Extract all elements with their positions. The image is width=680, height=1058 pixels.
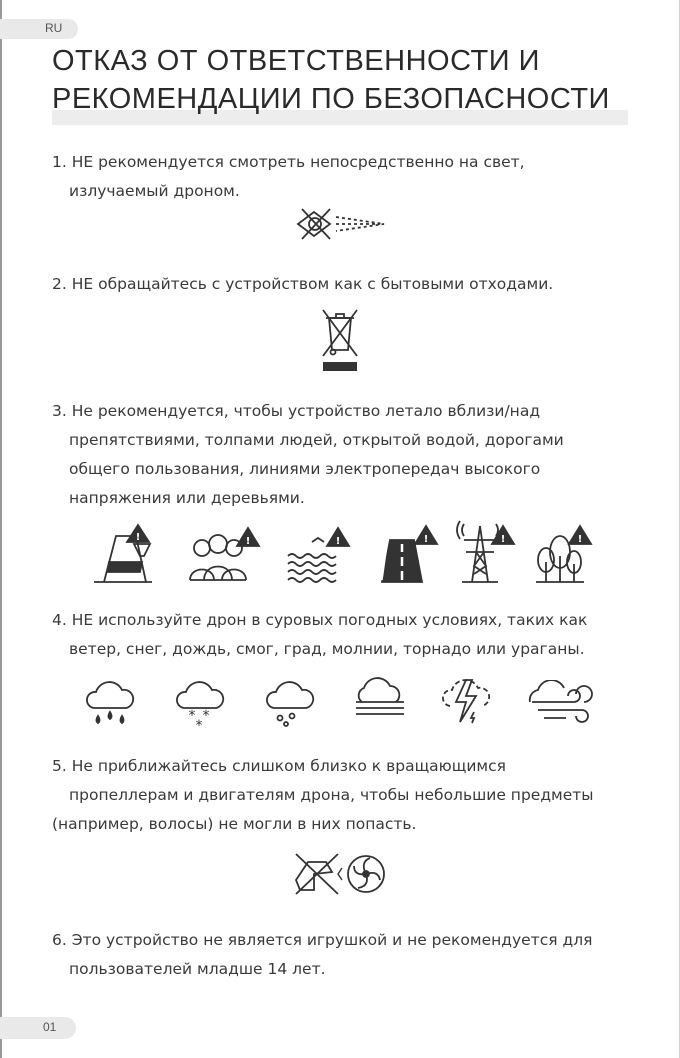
svg-text:*: * — [188, 708, 196, 724]
safety-item-2-line-1: 2. НЕ обращайтесь с устройством как с бытовыми отходами. — [52, 275, 554, 293]
safety-item-4-line-2: ветер, снег, дождь, смог, град, молнии, торнадо или ураганы. — [69, 640, 585, 658]
fog-icon — [350, 676, 410, 724]
svg-text:!: ! — [500, 534, 506, 545]
safety-item-3-line-3: общего пользования, линиями электропередач высокого — [69, 460, 541, 478]
title-line-1: ОТКАЗ ОТ ОТВЕТСТВЕННОСТИ И — [52, 45, 541, 77]
safety-item-6 — [52, 926, 592, 984]
safety-item-6-line-1: 6. Это устройство не является игрушкой и не рекомендуется для — [52, 931, 593, 949]
safety-item-3-line-1: 3. Не рекомендуется, чтобы устройство летало вблизи/над — [52, 402, 541, 420]
safety-item-3 — [52, 397, 564, 513]
svg-text:*: * — [195, 718, 203, 730]
svg-text:!: ! — [577, 534, 583, 545]
safety-item-4 — [52, 606, 587, 664]
title-line-2: РЕКОМЕНДАЦИИ ПО БЕЗОПАСНОСТИ — [52, 83, 610, 115]
obstacle-warning-icon — [90, 522, 156, 584]
svg-text:!: ! — [423, 534, 429, 545]
no-looking-at-light-icon — [294, 203, 390, 245]
safety-item-5-line-1: 5. Не приближайтесь слишком близко к вращающимся — [52, 757, 506, 775]
safety-item-5-line-2: пропеллерам и двигателям дрона, чтобы небольшие предметы — [69, 786, 594, 804]
safety-item-1-line-2: излучаемый дроном. — [69, 182, 240, 200]
safety-item-1 — [52, 148, 525, 206]
crossed-out-wheelie-bin-icon — [320, 306, 360, 372]
svg-text:!: ! — [135, 532, 141, 543]
safety-item-2 — [52, 270, 553, 299]
svg-text:!: ! — [245, 536, 251, 547]
page-number-tab — [0, 1017, 76, 1039]
lightning-icon — [440, 672, 496, 728]
safety-item-4-line-1: 4. НЕ используйте дрон в суровых погодных условиях, таких как — [52, 611, 588, 629]
language-tab — [0, 19, 78, 39]
safety-item-5-line-3: (например, волосы) не могли в них попасть. — [52, 815, 417, 833]
no-hand-near-propeller-icon — [292, 850, 392, 898]
crowd-warning-icon — [186, 526, 262, 584]
snow-icon — [172, 676, 228, 730]
safety-item-6-line-2: пользователей младше 14 лет. — [69, 960, 326, 978]
power-line-warning-icon — [456, 518, 516, 584]
safety-item-5 — [52, 752, 594, 839]
page-number: 01 — [43, 1020, 57, 1034]
language-label: RU — [45, 21, 63, 35]
safety-item-3-line-4: напряжения или деревьями. — [69, 489, 305, 507]
safety-item-1-line-1: 1. НЕ рекомендуется смотреть непосредственно на свет, — [52, 153, 525, 171]
page-title — [52, 42, 610, 118]
wind-icon — [524, 680, 596, 724]
rain-icon — [82, 676, 138, 728]
svg-text:!: ! — [335, 536, 341, 547]
svg-text:*: * — [202, 708, 210, 724]
trees-warning-icon — [534, 524, 594, 584]
water-warning-icon — [286, 526, 352, 584]
road-warning-icon — [378, 524, 440, 584]
hail-icon — [262, 676, 318, 728]
safety-item-3-line-2: препятствиями, толпами людей, открытой водой, дорогами — [69, 431, 564, 449]
